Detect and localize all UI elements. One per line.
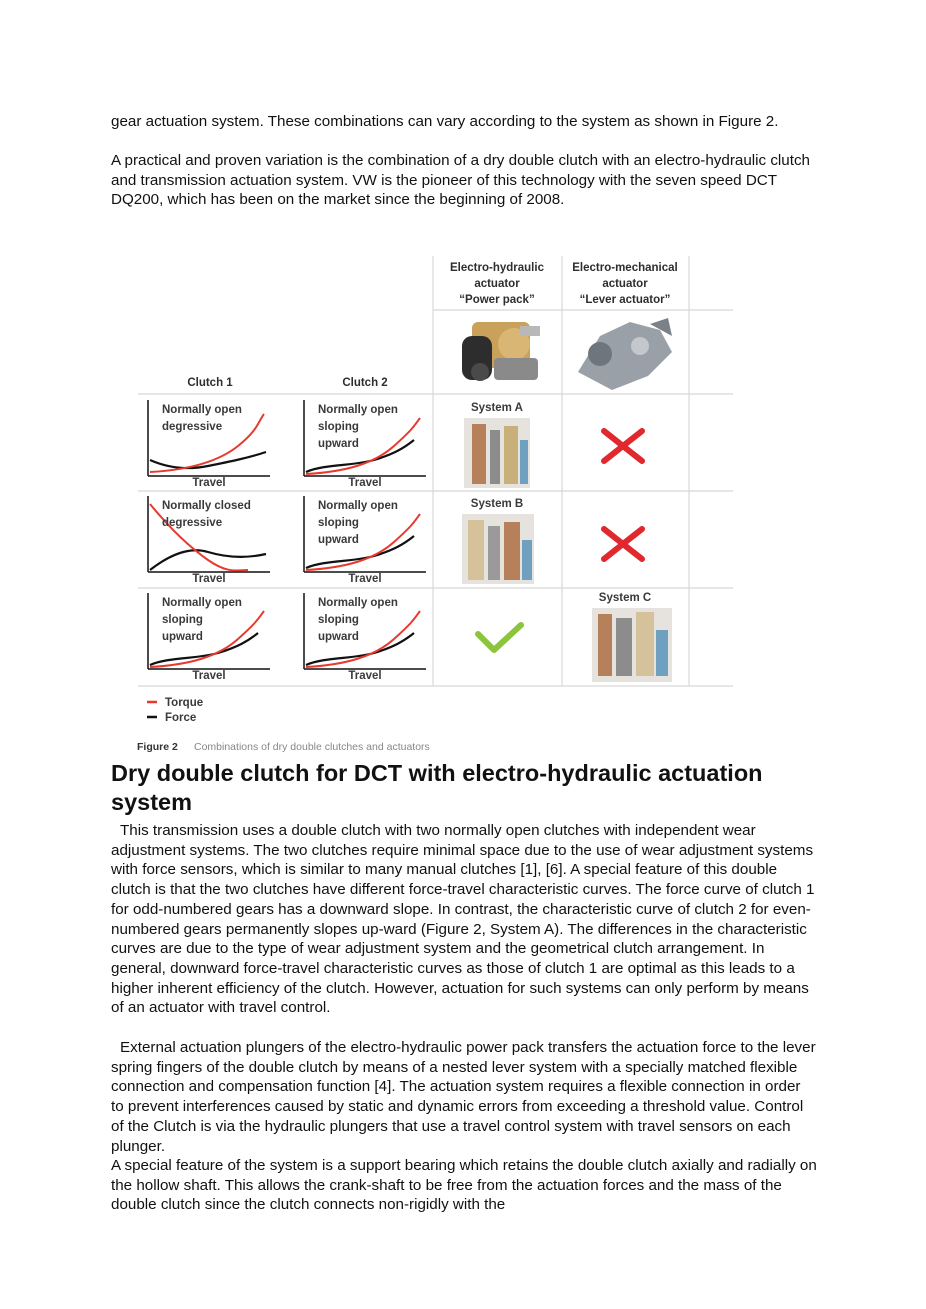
system-a-image: [464, 418, 530, 488]
graph-label-line3: upward: [162, 631, 203, 643]
body-paragraph-2: External actuation plungers of the electro-hydraulic power pack transfers the actuation force to the lever spring fingers of the double clutch by means of a nested lever system with a specially matched flexible connection and compensation function [4]. The actuation system requires a flexible connection in order to prevent interferences caused by static and dynamic errors from exceeding a threshold value. Control of the Clutch is via the hydraulic plungers that use a travel control system with travel sensors on each plunger.: [111, 1039, 816, 1155]
checkmark-icon: [478, 625, 521, 650]
header-clutch-2: Clutch 2: [342, 377, 388, 389]
legend-torque: Torque: [165, 697, 204, 709]
graph-label-line1: Normally open: [162, 404, 242, 416]
graph-label-line1: Normally open: [318, 597, 398, 609]
system-label: System B: [470, 498, 524, 510]
travel-axis-label: Travel: [348, 477, 382, 489]
system-label: System C: [598, 592, 652, 604]
travel-axis-label: Travel: [192, 477, 226, 489]
section-heading: Dry double clutch for DCT with electro-hydraulic actuation system: [111, 760, 763, 815]
figure-caption-text: Combinations of dry double clutches and actuators: [194, 741, 430, 753]
header-electro-hydraulic-line3: “Power pack”: [459, 294, 535, 306]
legend-force: Force: [165, 712, 197, 724]
clutch-2-graph: [304, 400, 426, 489]
cross-icon: [604, 431, 642, 461]
system-c-image: [592, 608, 672, 682]
graph-label-line1: Normally open: [162, 597, 242, 609]
header-electro-hydraulic-line2: actuator: [474, 278, 520, 290]
header-electro-mechanical-line1: Electro-mechanical: [572, 262, 678, 274]
graph-label-line2: degressive: [162, 421, 223, 433]
graph-label-line1: Normally open: [318, 404, 398, 416]
header-clutch-1: Clutch 1: [187, 377, 233, 389]
body-paragraph-1: This transmission uses a double clutch with two normally open clutches with independent wear adjustment systems. The two clutches require minimal space due to the use of wear adjustment systems with force sensors, which is similar to many manual clutches [1], [6]. A special feature of this double clutch is that the two clutches have different force-travel characteristic curves. The force curve of clutch 1 for odd-numbered gears has a downward slope. In contrast, the characteristic curve of clutch 2 for even-numbered gears permanently slopes up-ward (Figure 2, System A). The differences in the characteristic curves are due to the type of wear adjustment system and the geometrical clutch arrangement. In general, downward force-travel characteristic curves as those of clutch 1 are optimal as this leads to a higher inherent efficiency of the clutch. However, actuation for such systems can only perform by means of an actuator with travel control.: [111, 822, 815, 1017]
force-curve: [150, 452, 266, 468]
figure-caption-number: Figure 2: [137, 741, 178, 753]
header-electro-hydraulic-line1: Electro-hydraulic: [450, 262, 544, 274]
clutch-1-graph: [148, 496, 270, 585]
header-electro-mechanical-line3: “Lever actuator”: [579, 294, 671, 306]
graph-label-line3: upward: [318, 438, 359, 450]
graph-label-line3: upward: [318, 631, 359, 643]
graph-label-line2: sloping: [162, 614, 203, 626]
lever-actuator-image: [578, 318, 672, 390]
body-paragraph-3: A special feature of the system is a support bearing which retains the double clutch axially and radially on the hollow shaft. This allows the crank-shaft to be free from the actuation forces and the mass of the double clutch since the clutch connects non-rigidly with the: [111, 1157, 817, 1214]
system-label: System A: [471, 402, 523, 414]
intro-paragraph-1: gear actuation system. These combinations can vary according to the system as shown in Figure 2.: [111, 113, 779, 130]
travel-axis-label: Travel: [192, 573, 226, 585]
header-electro-mechanical-line2: actuator: [602, 278, 648, 290]
clutch-1-graph: [148, 400, 270, 489]
clutch-1-graph: [148, 593, 270, 682]
graph-label-line3: upward: [318, 534, 359, 546]
power-pack-image: [462, 322, 540, 381]
travel-axis-label: Travel: [348, 573, 382, 585]
travel-axis-label: Travel: [192, 670, 226, 682]
graph-label-line2: sloping: [318, 421, 359, 433]
graph-label-line2: degressive: [162, 517, 223, 529]
graph-label-line1: Normally open: [318, 500, 398, 512]
clutch-2-graph: [304, 496, 426, 585]
travel-axis-label: Travel: [348, 670, 382, 682]
system-b-image: [462, 514, 534, 584]
cross-icon: [604, 529, 642, 559]
graph-label-line1: Normally closed: [162, 500, 251, 512]
graph-label-line2: sloping: [318, 614, 359, 626]
clutch-2-graph: [304, 593, 426, 682]
intro-paragraph-2: A practical and proven variation is the combination of a dry double clutch with an electro-hydraulic clutch and transmission actuation system. VW is the pioneer of this technology with the seven speed DCT DQ200, which has been on the market since the beginning of 2008.: [111, 152, 811, 209]
graph-label-line2: sloping: [318, 517, 359, 529]
